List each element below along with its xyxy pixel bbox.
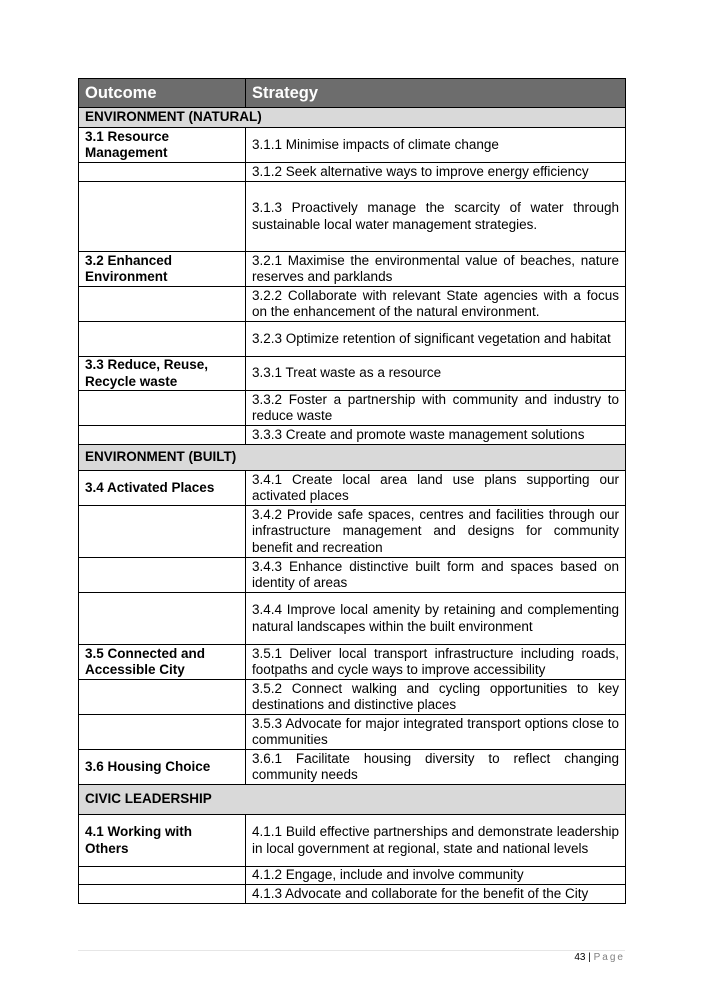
strategy-cell: 4.1.1 Build effective partnerships and demonstrate leadership in local government at regional, state and national levels (246, 815, 626, 867)
outcome-cell (79, 715, 246, 750)
table-row (79, 357, 626, 391)
section-header-row (79, 785, 626, 815)
table-row (79, 182, 626, 252)
outcome-cell: 3.2 Enhanced Environment (79, 252, 246, 287)
strategy-cell: 3.5.2 Connect walking and cycling opportunities to key destinations and distinctive places (246, 680, 626, 715)
outcome-cell: 3.1 Resource Management (79, 128, 246, 163)
table-row (79, 287, 626, 322)
strategy-cell: 3.5.3 Advocate for major integrated transport options close to communities (246, 715, 626, 750)
strategy-cell: 3.2.3 Optimize retention of significant vegetation and habitat (246, 322, 626, 357)
strategy-cell: 3.4.4 Improve local amenity by retaining and complementing natural landscapes within the built environment (246, 593, 626, 645)
outcome-cell (79, 867, 246, 885)
strategy-cell: 3.1.3 Proactively manage the scarcity of water through sustainable local water management strategies. (246, 182, 626, 252)
strategy-cell: 3.4.2 Provide safe spaces, centres and facilities through our infrastructure management and designs for community benefit and recreation (246, 506, 626, 558)
strategy-cell: 3.6.1 Facilitate housing diversity to reflect changing community needs (246, 750, 626, 785)
footer-divider (78, 950, 625, 951)
section-header-row (79, 108, 626, 128)
strategy-cell: 3.2.2 Collaborate with relevant State agencies with a focus on the enhancement of the natural environment. (246, 287, 626, 322)
table-row (79, 163, 626, 182)
table-row (79, 391, 626, 426)
outcome-cell (79, 391, 246, 426)
outcome-cell (79, 680, 246, 715)
outcome-cell (79, 593, 246, 645)
header-strategy: Strategy (246, 79, 626, 108)
outcome-cell: 4.1 Working with Others (79, 815, 246, 867)
section-label: CIVIC LEADERSHIP (79, 785, 626, 815)
outcome-cell: 3.5 Connected and Accessible City (79, 645, 246, 680)
table-row (79, 471, 626, 506)
strategy-cell: 3.1.1 Minimise impacts of climate change (246, 128, 626, 163)
outcome-cell (79, 426, 246, 445)
strategy-cell: 3.5.1 Deliver local transport infrastructure including roads, footpaths and cycle ways to improve accessibility (246, 645, 626, 680)
table-row (79, 680, 626, 715)
page-separator: | (585, 952, 594, 963)
outcome-cell (79, 287, 246, 322)
section-label: ENVIRONMENT (NATURAL) (79, 108, 626, 128)
section-label: ENVIRONMENT (BUILT) (79, 445, 626, 471)
outcome-cell (79, 322, 246, 357)
outcome-cell (79, 163, 246, 182)
header-outcome: Outcome (79, 79, 246, 108)
table-row (79, 558, 626, 593)
outcome-cell: 3.3 Reduce, Reuse, Recycle waste (79, 357, 246, 391)
table-row (79, 593, 626, 645)
strategy-cell: 3.2.1 Maximise the environmental value of beaches, nature reserves and parklands (246, 252, 626, 287)
page-footer (574, 952, 625, 963)
outcome-cell: 3.6 Housing Choice (79, 750, 246, 785)
strategy-cell: 3.3.1 Treat waste as a resource (246, 357, 626, 391)
table-row (79, 645, 626, 680)
strategy-cell: 3.3.3 Create and promote waste management solutions (246, 426, 626, 445)
table-row (79, 815, 626, 867)
outcome-cell: 3.4 Activated Places (79, 471, 246, 506)
outcome-cell (79, 558, 246, 593)
section-header-row (79, 445, 626, 471)
strategy-cell: 4.1.2 Engage, include and involve community (246, 867, 626, 885)
table-row (79, 506, 626, 558)
outcome-cell (79, 506, 246, 558)
table-row (79, 252, 626, 287)
page-word: Page (593, 952, 625, 963)
strategy-cell: 3.3.2 Foster a partnership with community and industry to reduce waste (246, 391, 626, 426)
strategy-cell: 3.4.1 Create local area land use plans supporting our activated places (246, 471, 626, 506)
table-row (79, 715, 626, 750)
table-body (79, 108, 626, 904)
table-row (79, 128, 626, 163)
table-header-row (79, 79, 626, 108)
table-row (79, 885, 626, 904)
outcome-strategy-table (78, 78, 626, 904)
table-row (79, 322, 626, 357)
table-row (79, 750, 626, 785)
strategy-cell: 3.1.2 Seek alternative ways to improve energy efficiency (246, 163, 626, 182)
outcome-cell (79, 885, 246, 904)
table-row (79, 426, 626, 445)
strategy-cell: 4.1.3 Advocate and collaborate for the benefit of the City (246, 885, 626, 904)
strategy-cell: 3.4.3 Enhance distinctive built form and spaces based on identity of areas (246, 558, 626, 593)
outcome-cell (79, 182, 246, 252)
page-number: 43 (574, 952, 586, 963)
table-row (79, 867, 626, 885)
